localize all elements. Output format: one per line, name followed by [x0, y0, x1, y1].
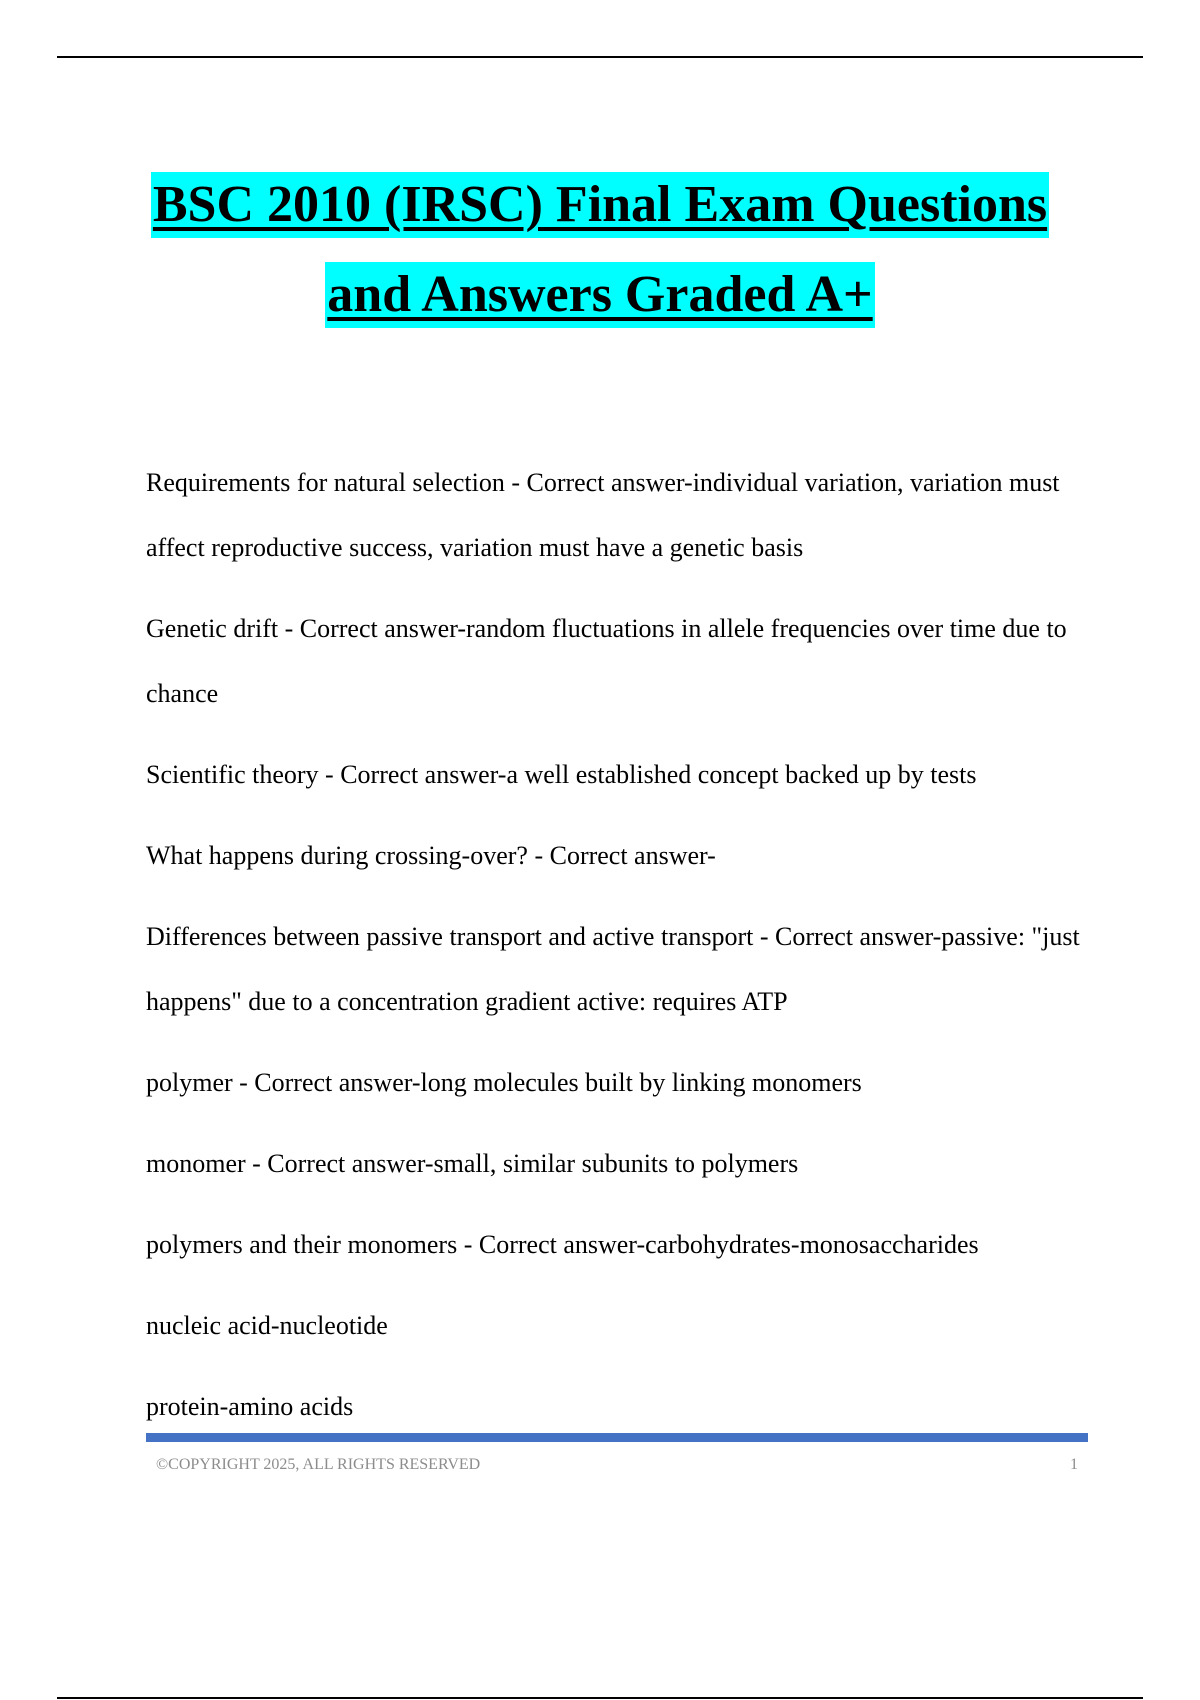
- qa-list: [146, 450, 1086, 1455]
- title-line-2: and Answers Graded A+: [325, 262, 874, 328]
- footer-bar: [146, 1433, 1088, 1442]
- qa-entry-genetic-drift: Genetic drift - Correct answer-random fluctuations in allele frequencies over time due to chance: [146, 614, 1067, 708]
- qa-entry-monomer: monomer - Correct answer-small, similar subunits to polymers: [146, 1149, 799, 1178]
- qa-entry-transport: Differences between passive transport and active transport - Correct answer-passive: "just happens" due to a concentration gradient active: requires ATP: [146, 922, 1080, 1016]
- title-line-1: BSC 2010 (IRSC) Final Exam Questions: [151, 172, 1049, 238]
- page-title: [100, 172, 1100, 328]
- qa-entry-polymers-monomers: polymers and their monomers - Correct answer-carbohydrates-monosaccharides: [146, 1230, 979, 1259]
- qa-entry-natural-selection: Requirements for natural selection - Correct answer-individual variation, variation must affect reproductive success, variation must have a genetic basis: [146, 468, 1060, 562]
- qa-entry-crossing-over: What happens during crossing-over? - Correct answer-: [146, 841, 716, 870]
- bottom-rule: [57, 1697, 1143, 1699]
- top-rule: [57, 56, 1143, 58]
- qa-entry-polymer: polymer - Correct answer-long molecules built by linking monomers: [146, 1068, 862, 1097]
- qa-entry-protein: protein-amino acids: [146, 1392, 354, 1421]
- footer-copyright: ©COPYRIGHT 2025, ALL RIGHTS RESERVED: [156, 1456, 481, 1473]
- footer-page-number: 1: [1070, 1456, 1078, 1473]
- qa-entry-nucleic-acid: nucleic acid-nucleotide: [146, 1311, 388, 1340]
- page-footer: [156, 1456, 1078, 1474]
- qa-entry-scientific-theory: Scientific theory - Correct answer-a well established concept backed up by tests: [146, 760, 977, 789]
